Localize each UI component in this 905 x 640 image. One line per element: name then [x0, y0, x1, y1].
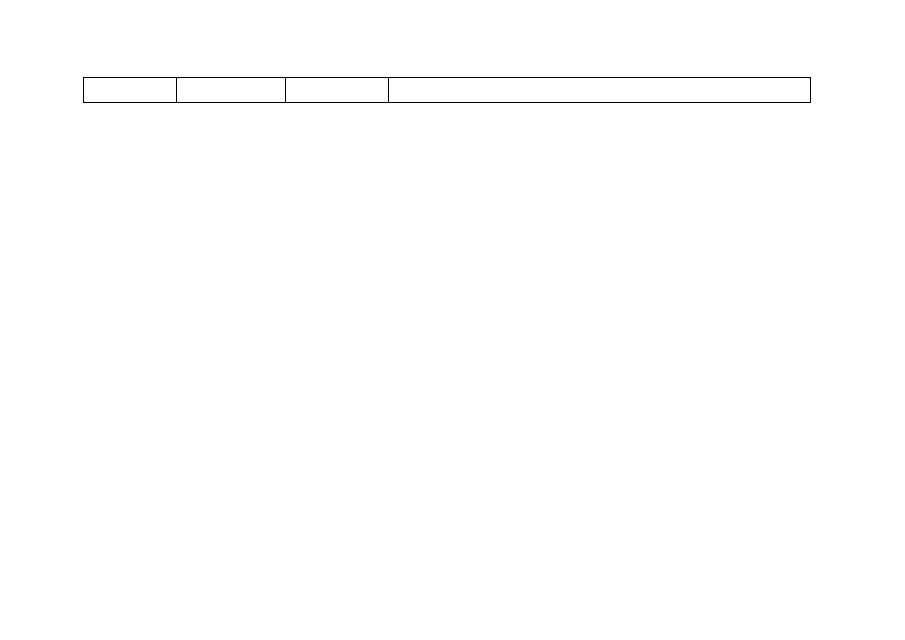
table-body: [84, 78, 811, 103]
header-estimate: [389, 78, 811, 103]
header-status: [84, 78, 177, 103]
header-row: [84, 78, 811, 103]
header-sources: [286, 78, 389, 103]
header-name: [177, 78, 286, 103]
budget-table: [83, 77, 811, 103]
